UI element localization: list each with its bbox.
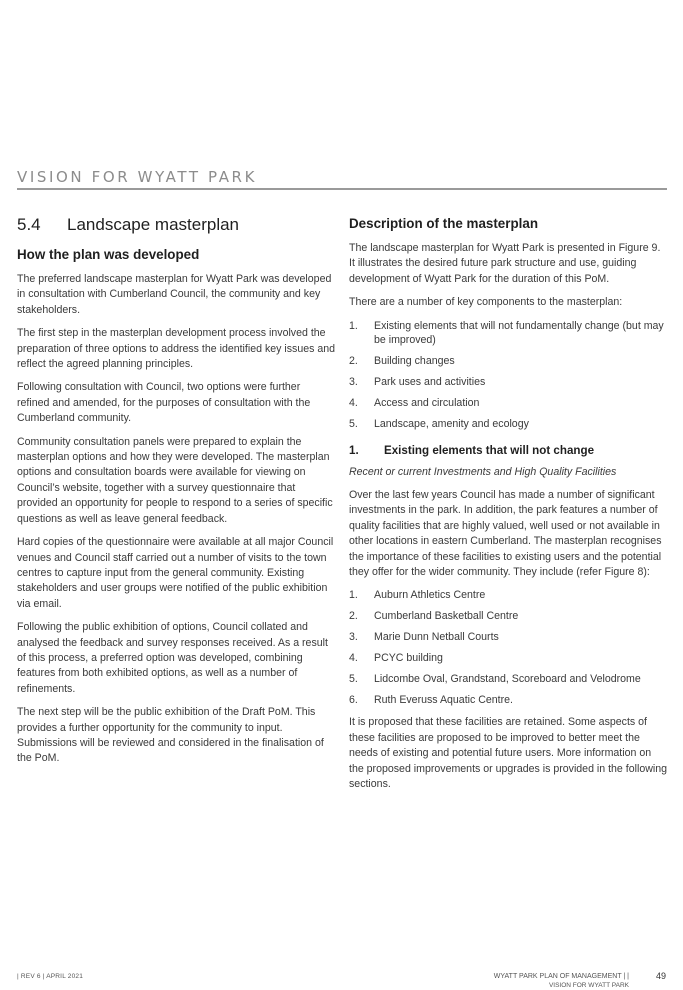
- list-number: 6.: [349, 694, 358, 707]
- list-number: 1.: [349, 589, 358, 602]
- paragraph: Community consultation panels were prepared to explain the masterplan options and how they were developed. The masterplan options and consultation boards were available for viewing on Council’s website, together with a survey questionnaire that provided an opportunity for people to respond to a series of specific questions as well as leave general feedback.: [17, 435, 333, 525]
- paragraph: Following consultation with Council, two options were further refined and amended, for the purposes of consultation with the Cumberland community.: [17, 381, 311, 425]
- list-text: Park uses and activities: [374, 375, 486, 388]
- list-number: 5.: [349, 417, 358, 430]
- list-text: Landscape, amenity and ecology: [374, 417, 529, 430]
- list-item: [349, 396, 667, 410]
- list-text: PCYC building: [374, 652, 443, 665]
- list-text: Marie Dunn Netball Courts: [374, 631, 499, 644]
- list-item: [349, 319, 667, 347]
- list-item: [349, 630, 667, 644]
- list-item: [349, 672, 667, 686]
- paragraph: The landscape masterplan for Wyatt Park is presented in Figure 9. It illustrates the desired future park structure and use, guiding development of Wyatt Park for the duration of this PoM.: [349, 242, 661, 285]
- paragraph: There are a number of key components to the masterplan:: [349, 296, 623, 309]
- page-number: 49: [656, 971, 667, 981]
- paragraph: The next step will be the public exhibition of the Draft PoM. This provides a further opportunity for the community to input. Submissions will be reviewed and considered in the finalisation of the PoM.: [17, 706, 324, 765]
- list-item: [349, 354, 667, 368]
- list-text: Auburn Athletics Centre: [374, 589, 486, 602]
- paragraph: The first step in the masterplan development process involved the preparation of three options to address the identified key issues and reflect the agreed planning principles.: [17, 327, 336, 371]
- italic-heading: Recent or current Investments and High Quality Facilities: [349, 465, 617, 478]
- list-number: 5.: [349, 673, 358, 686]
- list-text: Existing elements that will not fundamentally change (but may be improved): [374, 319, 664, 346]
- facilities-list: [349, 588, 667, 707]
- paragraph: Over the last few years Council has made a number of significant investments in the park. In addition, the park features a number of quality facilities that are highly valued, well used or not available in other locations in eastern Cumberland. The masterplan recognises the importance of these facilities to existing users and the potential they offer for the wider community. They include (refer Figure 8):: [349, 489, 662, 579]
- list-number: 4.: [349, 652, 358, 665]
- footer-revision: | REV 6 | APRIL 2021: [17, 973, 84, 980]
- components-list: [349, 319, 667, 431]
- list-text: Lidcombe Oval, Grandstand, Scoreboard and Velodrome: [374, 673, 641, 686]
- list-number: 2.: [349, 610, 358, 623]
- list-item: [349, 609, 667, 623]
- section-number: 5.4: [17, 215, 41, 234]
- list-text: Cumberland Basketball Centre: [374, 610, 519, 623]
- section-heading: [17, 214, 335, 236]
- list-number: 3.: [349, 631, 358, 644]
- list-item: [349, 651, 667, 665]
- item-heading: [349, 443, 667, 459]
- list-text: Building changes: [374, 354, 455, 367]
- list-text: Ruth Everuss Aquatic Centre.: [374, 694, 513, 707]
- list-number: 2.: [349, 354, 358, 367]
- list-item: [349, 588, 667, 602]
- item-heading-number: 1.: [349, 443, 359, 457]
- list-item: [349, 375, 667, 389]
- list-item: [349, 693, 667, 707]
- list-text: Access and circulation: [374, 396, 480, 409]
- footer-section-line: VISION FOR WYATT PARK: [548, 982, 629, 989]
- footer-title-line: WYATT PARK PLAN OF MANAGEMENT | |: [493, 973, 629, 980]
- subheading-how-developed: How the plan was developed: [17, 247, 200, 262]
- paragraph: Following the public exhibition of options, Council collated and analysed the feedback and survey responses received. As a result of this process, a preferred option was developed, combining features from both exhibited options, as well as a number of refinements.: [17, 621, 328, 695]
- item-heading-text: Existing elements that will not change: [384, 443, 595, 457]
- paragraph: The preferred landscape masterplan for Wyatt Park was developed in consultation with Cumberland Council, the community and key stakeholders.: [17, 273, 332, 316]
- section-title: Landscape masterplan: [67, 215, 240, 234]
- list-number: 4.: [349, 396, 358, 409]
- section-header: VISION FOR WYATT PARK: [17, 168, 258, 186]
- footer-document-title: [494, 972, 629, 990]
- left-column: [17, 214, 335, 775]
- subheading-description: Description of the masterplan: [349, 216, 538, 231]
- paragraph: Hard copies of the questionnaire were available at all major Council venues and Council staff carried out a number of visits to the town centres to capture input from the general community. Existing stakeholders and user groups were notified of the public exhibition via email.: [17, 536, 334, 610]
- list-number: 1.: [349, 319, 358, 332]
- paragraph: It is proposed that these facilities are retained. Some aspects of these facilities are proposed to be improved to better meet the needs of existing and potential future users. More information on the proposed improvements or upgrades is provided in the following sections.: [349, 716, 667, 791]
- list-item: [349, 417, 667, 431]
- list-number: 3.: [349, 375, 358, 388]
- header-rule: [17, 188, 667, 190]
- right-column: [349, 214, 667, 801]
